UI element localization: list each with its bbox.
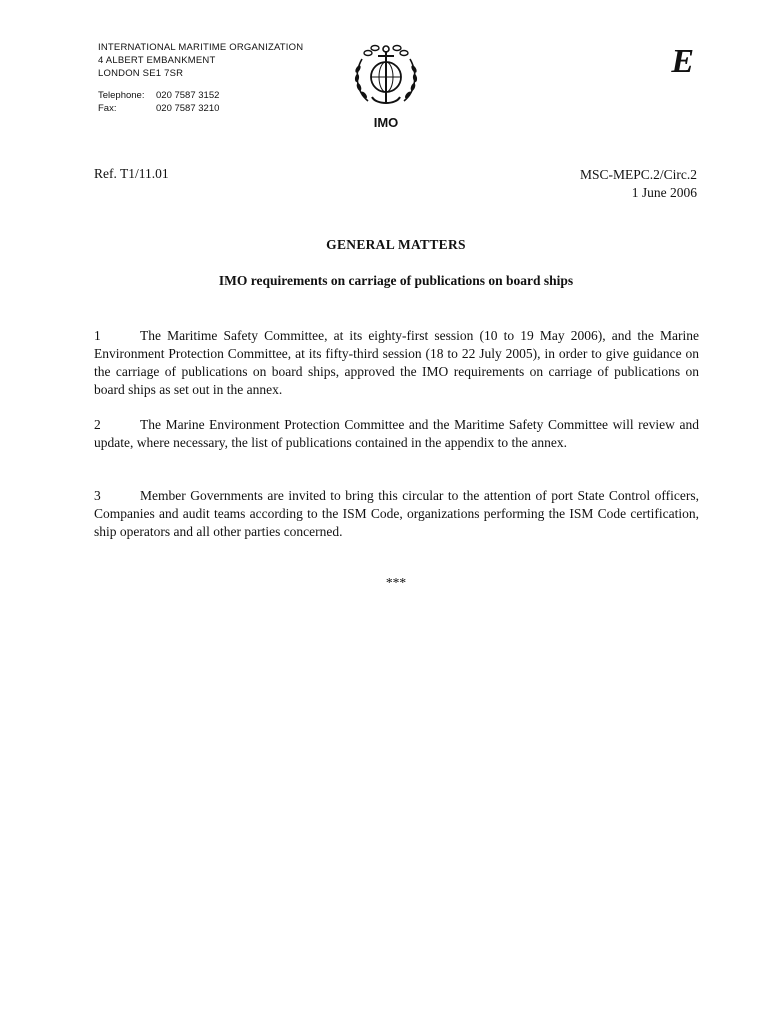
telephone-value: 020 7587 3152 bbox=[156, 90, 220, 101]
paragraph-3 bbox=[94, 487, 699, 541]
paragraph-text: The Marine Environment Protection Committee and the Maritime Safety Committee will review and update, where necessary, the list of publications contained in the appendix to the annex. bbox=[94, 417, 699, 450]
document-title: GENERAL MATTERS bbox=[326, 237, 466, 252]
language-letter: E bbox=[671, 43, 694, 80]
contact-block bbox=[98, 89, 219, 115]
address-line-1: 4 ALBERT EMBANKMENT bbox=[98, 55, 216, 66]
paragraph-number: 3 bbox=[94, 488, 101, 503]
fax-row bbox=[98, 102, 219, 115]
address-line-2: LONDON SE1 7SR bbox=[98, 68, 184, 79]
document-symbol-block bbox=[580, 166, 697, 202]
emblem-label: IMO bbox=[373, 115, 399, 130]
paragraph-number: 2 bbox=[94, 417, 101, 432]
organization-name: INTERNATIONAL MARITIME ORGANIZATION bbox=[98, 42, 304, 53]
paragraph-text: Member Governments are invited to bring this circular to the attention of port State Control officers, Companies and audit teams according to the ISM Code, organizations performing the ISM Code certification, ship operators and all other parties concerned. bbox=[94, 488, 699, 539]
organization-address bbox=[98, 41, 303, 80]
reference-number: Ref. T1/11.01 bbox=[94, 166, 169, 181]
paragraph-1 bbox=[94, 327, 699, 399]
document-subtitle: IMO requirements on carriage of publications on board ships bbox=[218, 273, 574, 288]
telephone-label: Telephone: bbox=[98, 90, 145, 101]
paragraph-text: The Maritime Safety Committee, at its eighty-first session (10 to 19 May 2006), and the Marine Environment Protection Committee, at its fifty-third session (18 to 22 July 2005), in order to give guidance on the carriage of publications on board ships, approved the IMO requirements on carriage of publications on board ships as set out in the annex. bbox=[94, 328, 699, 397]
document-symbol: MSC-MEPC.2/Circ.2 bbox=[579, 167, 697, 182]
telephone-row bbox=[98, 89, 219, 102]
paragraph-2 bbox=[94, 416, 699, 452]
document-date: 1 June 2006 bbox=[631, 185, 697, 200]
paragraph-number: 1 bbox=[94, 328, 101, 343]
fax-label: Fax: bbox=[98, 103, 117, 114]
imo-emblem-icon bbox=[346, 41, 426, 111]
end-marker: *** bbox=[385, 575, 407, 590]
fax-value: 020 7587 3210 bbox=[156, 103, 220, 114]
